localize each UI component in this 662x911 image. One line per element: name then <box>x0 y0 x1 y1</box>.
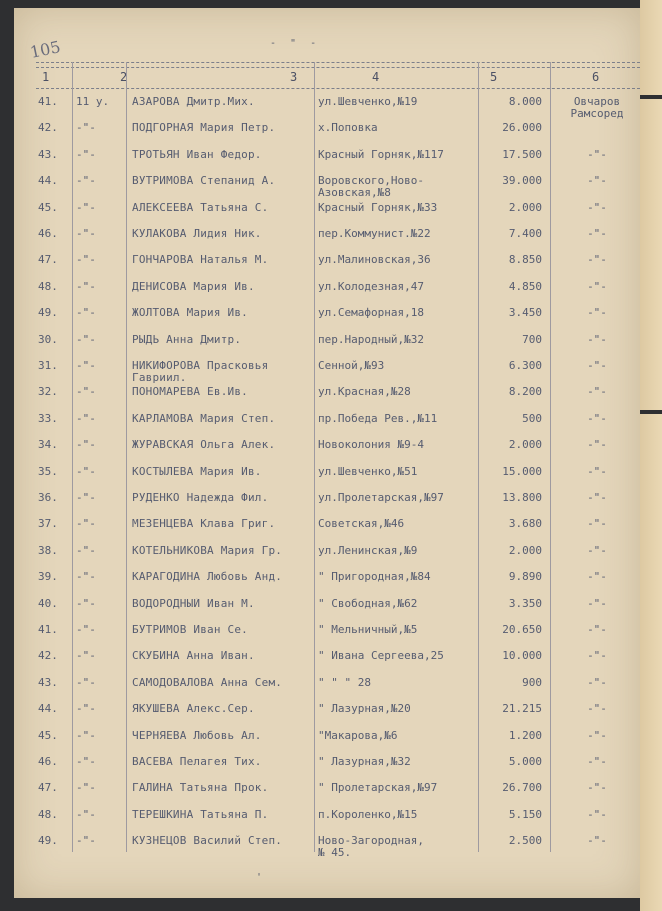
cell-num: 42. <box>38 121 58 135</box>
cell-amount: 9.890 <box>508 570 542 584</box>
cell-date: -"- <box>76 755 96 768</box>
cell-num: 44. <box>38 174 58 188</box>
cell-num: 49. <box>38 306 58 320</box>
cell-note: -"- <box>587 491 607 504</box>
cell-addr: ул.Шевченко,№51 <box>318 465 418 478</box>
cell-num: 47. <box>38 781 58 795</box>
table-row <box>0 360 640 384</box>
cell-note: -"- <box>587 623 607 636</box>
cell-date: -"- <box>76 675 96 689</box>
cell-date: -"- <box>76 517 96 531</box>
cell-note: -"- <box>587 675 607 689</box>
cell-amount: 7.400 <box>508 227 542 240</box>
cell-amount: 5.150 <box>508 807 542 821</box>
cell-name: ГАЛИНА Татьяна Прок. <box>132 782 269 795</box>
cell-num: 34. <box>38 438 58 452</box>
cell-name: ТЕРЕШКИНА Татьяна П. <box>132 808 269 821</box>
cell-amount: 3.450 <box>508 306 542 320</box>
cell-note: -"- <box>587 359 607 372</box>
cell-note: -"- <box>587 174 607 188</box>
table-row <box>0 122 640 146</box>
cell-date: -"- <box>76 411 96 425</box>
cell-name: АЗАРОВА Дмитр.Мих. <box>132 96 255 108</box>
cell-date: -"- <box>76 438 96 452</box>
column-header-3: 3 <box>290 70 298 84</box>
cell-name: КУЗНЕЦОВ Василий Степ. <box>132 835 283 848</box>
cell-amount: 13.800 <box>502 491 542 504</box>
cell-addr: " Свободная,№62 <box>318 597 418 610</box>
table-row <box>0 466 640 490</box>
cell-num: 41. <box>38 95 58 108</box>
cell-name: САМОДОВАЛОВА Анна Сем. <box>132 676 283 689</box>
table-row <box>0 624 640 648</box>
cell-name: ДЕНИСОВА Мария Ив. <box>132 280 255 293</box>
table-row <box>0 492 640 516</box>
cell-amount: 39.000 <box>502 174 542 188</box>
cell-date: -"- <box>76 491 96 504</box>
cell-name: ВОДОРОДНЫЙ Иван М. <box>132 597 255 610</box>
column-header-5: 5 <box>490 70 498 84</box>
column-header-6: 6 <box>592 70 600 84</box>
cell-amount: 26.700 <box>502 781 542 795</box>
table-row <box>0 703 640 727</box>
table-row <box>0 677 640 701</box>
cell-name: АЛЕКСЕЕВА Татьяна С. <box>132 201 269 214</box>
cell-amount: 4.850 <box>508 279 542 293</box>
cell-amount: 20.650 <box>502 623 542 636</box>
cell-name: СКУБИНА Анна Иван. <box>132 650 255 663</box>
cell-date: -"- <box>76 200 96 214</box>
cell-addr: "Макарова,№6 <box>318 729 398 742</box>
cell-num: 45. <box>38 728 58 742</box>
cell-amount: 17.500 <box>502 147 542 161</box>
cell-note: -"- <box>587 570 607 584</box>
cell-date: -"- <box>76 332 96 346</box>
cell-addr: " Пролетарская,№97 <box>318 782 438 795</box>
cell-date: -"- <box>76 702 96 716</box>
cell-name: ЯКУШЕВА Алекс.Сер. <box>132 703 255 716</box>
cell-addr: Воровского,Ново- Азовская,№8 <box>318 175 424 200</box>
cell-amount: 700 <box>522 332 542 346</box>
cell-name: ЖУРАВСКАЯ Ольга Алек. <box>132 439 276 452</box>
cell-addr: Советская,№46 <box>318 518 405 531</box>
cell-addr: п.Короленко,№15 <box>318 808 418 821</box>
cell-note: -"- <box>587 755 607 768</box>
cell-note: -"- <box>587 253 607 267</box>
cell-addr: ул.Малиновская,36 <box>318 254 431 267</box>
cell-amount: 26.000 <box>502 121 542 135</box>
cell-date: -"- <box>76 464 96 478</box>
page-number: 105 <box>28 37 63 62</box>
cell-name: ГОНЧАРОВА Наталья М. <box>132 254 269 267</box>
cell-num: 47. <box>38 253 58 267</box>
cell-name: ПОДГОРНАЯ Мария Петр. <box>132 122 276 135</box>
cell-addr: " Мельничный,№5 <box>318 624 418 636</box>
table-row <box>0 96 640 120</box>
table-row <box>0 650 640 674</box>
cell-note: -"- <box>587 464 607 478</box>
cell-addr: пр.Победа Рев.,№11 <box>318 412 438 425</box>
table-row <box>0 149 640 173</box>
column-header-4: 4 <box>372 70 380 84</box>
cell-num: 36. <box>38 491 58 504</box>
cell-amount: 5.000 <box>508 755 542 768</box>
cell-note: -"- <box>587 306 607 320</box>
table-row <box>0 307 640 331</box>
cell-addr: Ново-Загородная, № 45. <box>318 835 424 860</box>
cell-num: 45. <box>38 200 58 214</box>
cell-name: РЫДЬ Анна Дмитр. <box>132 333 242 346</box>
table-row <box>0 281 640 305</box>
cell-addr: пер.Народный,№32 <box>318 333 424 346</box>
table-row <box>0 730 640 754</box>
cell-addr: " " " 28 <box>318 676 371 689</box>
cell-name: КУЛАКОВА Лидия Ник. <box>132 228 262 240</box>
cell-date: -"- <box>76 227 96 240</box>
cell-note: -"- <box>587 147 607 161</box>
cell-num: 46. <box>38 755 58 768</box>
cell-name: МЕЗЕНЦЕВА Клава Григ. <box>132 518 276 531</box>
cell-date: -"- <box>76 596 96 610</box>
cell-amount: 8.000 <box>508 95 542 108</box>
cell-addr: ул.Шевченко,№19 <box>318 96 418 108</box>
table-row <box>0 413 640 437</box>
cell-note: -"- <box>587 596 607 610</box>
cell-name: КОСТЫЛЕВА Мария Ив. <box>132 465 262 478</box>
cell-name: КОТЕЛЬНИКОВА Мария Гр. <box>132 544 283 557</box>
cell-date: -"- <box>76 121 96 135</box>
cell-name: ПОНОМАРЕВА Ев.Ив. <box>132 386 248 399</box>
cell-name: ЖОЛТОВА Мария Ив. <box>132 307 248 320</box>
cell-date: -"- <box>76 279 96 293</box>
column-header-2: 2 <box>120 70 128 84</box>
cell-num: 46. <box>38 227 58 240</box>
cell-num: 31. <box>38 359 58 372</box>
cell-amount: 3.350 <box>508 596 542 610</box>
cell-amount: 8.200 <box>508 385 542 399</box>
cell-addr: Сенной,№93 <box>318 360 385 372</box>
cell-num: 39. <box>38 570 58 584</box>
cell-amount: 500 <box>522 411 542 425</box>
table-row <box>0 571 640 595</box>
cell-note: -"- <box>587 834 607 848</box>
cell-num: 43. <box>38 675 58 689</box>
cell-amount: 1.200 <box>508 728 542 742</box>
cell-note: -"- <box>587 411 607 425</box>
table-row <box>0 202 640 226</box>
cell-date: -"- <box>76 174 96 188</box>
cell-date: -"- <box>76 570 96 584</box>
cell-amount: 15.000 <box>502 464 542 478</box>
cell-note: Овчаров Рамсоред <box>570 95 624 120</box>
cell-amount: 2.000 <box>508 438 542 452</box>
table-row <box>0 254 640 278</box>
cell-addr: Новоколония №9-4 <box>318 439 424 452</box>
cell-name: КАРАГОДИНА Любовь Анд. <box>132 571 283 584</box>
cell-num: 40. <box>38 596 58 610</box>
table-row <box>0 545 640 569</box>
cell-amount: 2.500 <box>508 834 542 848</box>
cell-note: -"- <box>587 227 607 240</box>
cell-amount: 900 <box>522 675 542 689</box>
cell-note: -"- <box>587 332 607 346</box>
cell-name: НИКИФОРОВА Прасковья Гавриил. <box>132 360 269 384</box>
cell-amount: 8.850 <box>508 253 542 267</box>
table-row <box>0 782 640 806</box>
cell-date: 11 у. <box>76 95 110 108</box>
cell-date: -"- <box>76 649 96 663</box>
cell-num: 33. <box>38 411 58 425</box>
cell-note: -"- <box>587 517 607 531</box>
table-row <box>0 756 640 780</box>
cell-addr: " Пригородная,№84 <box>318 571 431 584</box>
cell-num: 49. <box>38 834 58 848</box>
cell-note: -"- <box>587 543 607 557</box>
cell-addr: пер.Коммунист.№22 <box>318 228 431 240</box>
column-header-1: 1 <box>42 70 50 84</box>
cell-num: 30. <box>38 332 58 346</box>
cell-note: -"- <box>587 807 607 821</box>
cell-note: -"- <box>587 279 607 293</box>
cell-amount: 10.000 <box>502 649 542 663</box>
table-row <box>0 228 640 252</box>
cell-name: ВУТРИМОВА Степанид А. <box>132 175 276 188</box>
cell-num: 48. <box>38 279 58 293</box>
cell-note: -"- <box>587 385 607 399</box>
cell-note: -"- <box>587 438 607 452</box>
cell-date: -"- <box>76 385 96 399</box>
cell-note: -"- <box>587 649 607 663</box>
cell-amount: 21.215 <box>502 702 542 716</box>
cell-addr: ул.Красная,№28 <box>318 386 411 399</box>
page-edge-gap <box>640 95 662 99</box>
cell-num: 41. <box>38 623 58 636</box>
cell-date: -"- <box>76 306 96 320</box>
cell-addr: Красный Горняк,№33 <box>318 201 438 214</box>
cell-date: -"- <box>76 147 96 161</box>
cell-name: ВАСЕВА Пелагея Тих. <box>132 756 262 768</box>
cell-addr: Красный Горняк,№117 <box>318 148 444 161</box>
cell-num: 48. <box>38 807 58 821</box>
cell-date: -"- <box>76 781 96 795</box>
cell-addr: " Лазурная,№20 <box>318 703 411 716</box>
cell-addr: ул.Колодезная,47 <box>318 280 424 293</box>
cell-num: 35. <box>38 464 58 478</box>
page-edge-gap <box>640 410 662 414</box>
cell-note: -"- <box>587 728 607 742</box>
cell-num: 43. <box>38 147 58 161</box>
cell-amount: 6.300 <box>508 359 542 372</box>
cell-num: 37. <box>38 517 58 531</box>
cell-num: 38. <box>38 543 58 557</box>
bottom-mark: ' <box>256 872 263 883</box>
table-row <box>0 386 640 410</box>
table-row <box>0 835 640 859</box>
cell-date: -"- <box>76 728 96 742</box>
table-row <box>0 175 640 199</box>
cell-note: -"- <box>587 702 607 716</box>
header-ticks: - " - <box>270 38 321 49</box>
table-row <box>0 334 640 358</box>
cell-date: -"- <box>76 834 96 848</box>
cell-note: -"- <box>587 781 607 795</box>
cell-addr: " Лазурная,№32 <box>318 756 411 768</box>
cell-date: -"- <box>76 253 96 267</box>
cell-name: ЧЕРНЯЕВА Любовь Ал. <box>132 729 262 742</box>
cell-amount: 2.000 <box>508 543 542 557</box>
cell-amount: 3.680 <box>508 517 542 531</box>
cell-date: -"- <box>76 359 96 372</box>
cell-num: 32. <box>38 385 58 399</box>
cell-num: 42. <box>38 649 58 663</box>
cell-addr: х.Поповка <box>318 122 378 135</box>
cell-name: БУТРИМОВ Иван Се. <box>132 624 248 636</box>
table-row <box>0 598 640 622</box>
cell-addr: " Ивана Сергеева,25 <box>318 650 444 663</box>
cell-date: -"- <box>76 807 96 821</box>
cell-note: -"- <box>587 200 607 214</box>
table-row <box>0 439 640 463</box>
cell-addr: ул.Семафорная,18 <box>318 307 424 320</box>
cell-amount: 2.000 <box>508 200 542 214</box>
table-row <box>0 809 640 833</box>
cell-num: 44. <box>38 702 58 716</box>
cell-addr: ул.Пролетарская,№97 <box>318 492 444 504</box>
cell-addr: ул.Ленинская,№9 <box>318 544 418 557</box>
cell-date: -"- <box>76 543 96 557</box>
cell-name: КАРЛАМОВА Мария Степ. <box>132 412 276 425</box>
page-edge <box>640 0 662 911</box>
table-row <box>0 518 640 542</box>
cell-date: -"- <box>76 623 96 636</box>
cell-name: РУДЕНКО Надежда Фил. <box>132 492 269 504</box>
cell-name: ТРОТЬЯН Иван Федор. <box>132 148 262 161</box>
